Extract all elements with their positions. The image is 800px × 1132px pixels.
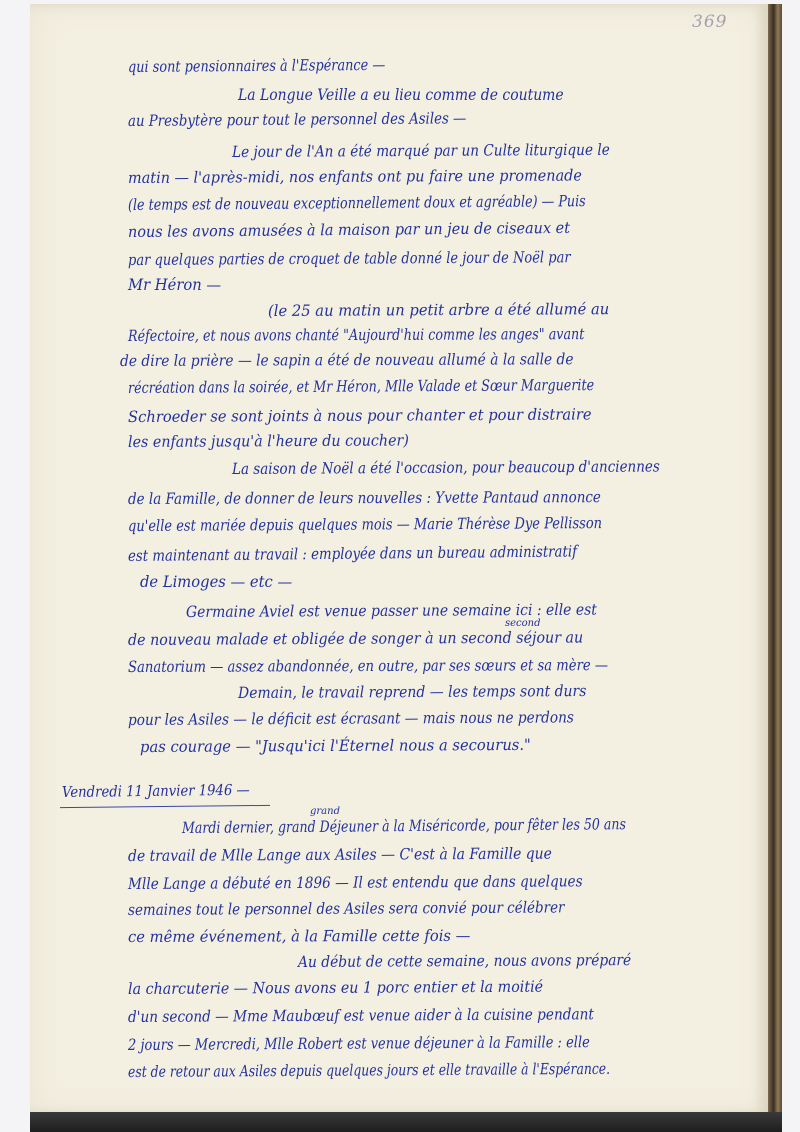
text-line: matin — l'après-midi, nos enfants ont pu faire une promenade: [127, 166, 582, 187]
text-line: (le 25 au matin un petit arbre a été allumé au: [267, 300, 610, 320]
text-line: pas courage — "Jusqu'ici l'Éternel nous a secourus.": [139, 735, 531, 756]
text-line: est de retour aux Asiles depuis quelques jours et elle travaille à l'Espérance.: [127, 1059, 611, 1081]
text-line: récréation dans la soirée, et Mr Héron, Mlle Valade et Sœur Marguerite: [127, 376, 595, 397]
page-bottom-shadow: [30, 1112, 782, 1132]
text-line: nous les avons amusées à la maison par un jeu de ciseaux et: [127, 218, 571, 241]
text-line: La Longue Veille a eu lieu comme de coutume: [238, 86, 564, 104]
text-line: de la Famille, de donner de leurs nouvelles : Yvette Pantaud annonce: [127, 488, 601, 508]
text-line: de Limoges — etc —: [140, 573, 293, 591]
text-line: 2 jours — Mercredi, Mlle Robert est venue déjeuner à la Famille : elle: [127, 1033, 590, 1054]
book-binding: [768, 4, 782, 1114]
text-line: Demain, le travail reprend — les temps sont durs: [237, 681, 587, 702]
text-line: ce même événement, à la Famille cette fois —: [127, 926, 471, 946]
text-line: Mr Héron —: [128, 276, 222, 294]
text-line: qu'elle est mariée depuis quelques mois — Marie Thérèse Dye Pellisson: [127, 514, 603, 535]
text-line: Germaine Aviel est venue passer une semaine ici : elle est: [185, 600, 597, 621]
text-line: Au début de cette semaine, nous avons préparé: [297, 951, 632, 971]
text-line: de dire la prière — le sapin a été de nouveau allumé à la salle de: [119, 350, 574, 370]
folio-number: 369: [692, 12, 728, 32]
text-line: est maintenant au travail : employée dans un bureau administratif: [127, 542, 578, 565]
text-line: les enfants jusqu'à l'heure du coucher): [127, 431, 409, 451]
text-line: Réfectoire, et nous avons chanté "Aujourd'hui comme les anges" avant: [127, 325, 585, 345]
text-line: pour les Asiles — le déficit est écrasant — mais nous ne perdons: [127, 708, 574, 729]
interlinear-insertion: second: [505, 618, 541, 629]
text-line: (le temps est de nouveau exceptionnellement doux et agréable) — Puis: [127, 192, 586, 214]
text-line: Le jour de l'An a été marqué par un Culte liturgique le: [231, 140, 610, 161]
text-line: Mardi dernier, grand Déjeuner à la Miséricorde, pour fêter les 50 ans: [181, 815, 626, 837]
text-line: Sanatorium — assez abandonnée, en outre, par ses sœurs et sa mère —: [127, 656, 609, 676]
text-line: de nouveau malade et obligée de songer à un second séjour au: [127, 628, 584, 649]
text-line: la charcuterie — Nous avons eu 1 porc entier et la moitié: [127, 977, 544, 998]
text-line: au Presbytère pour tout le personnel des Asiles —: [127, 109, 467, 130]
text-line: Schroeder se sont joints à nous pour chanter et pour distraire: [127, 405, 592, 426]
date-heading: Vendredi 11 Janvier 1946 —: [61, 780, 250, 801]
text-line: qui sont pensionnaires à l'Espérance —: [127, 55, 386, 76]
text-line: semaines tout le personnel des Asiles sera convié pour célébrer: [127, 898, 565, 919]
interlinear-insertion: grand: [310, 806, 340, 817]
text-line: d'un second — Mme Maubœuf est venue aider à la cuisine pendant: [127, 1005, 594, 1026]
text-line: La saison de Noël a été l'occasion, pour beaucoup d'anciennes: [231, 457, 660, 478]
text-line: par quelques parties de croquet de table donné le jour de Noël par: [127, 248, 571, 269]
text-line: de travail de Mlle Lange aux Asiles — C'est à la Famille que: [127, 844, 552, 865]
text-line: Mlle Lange a débuté en 1896 — Il est entendu que dans quelques: [127, 872, 583, 893]
